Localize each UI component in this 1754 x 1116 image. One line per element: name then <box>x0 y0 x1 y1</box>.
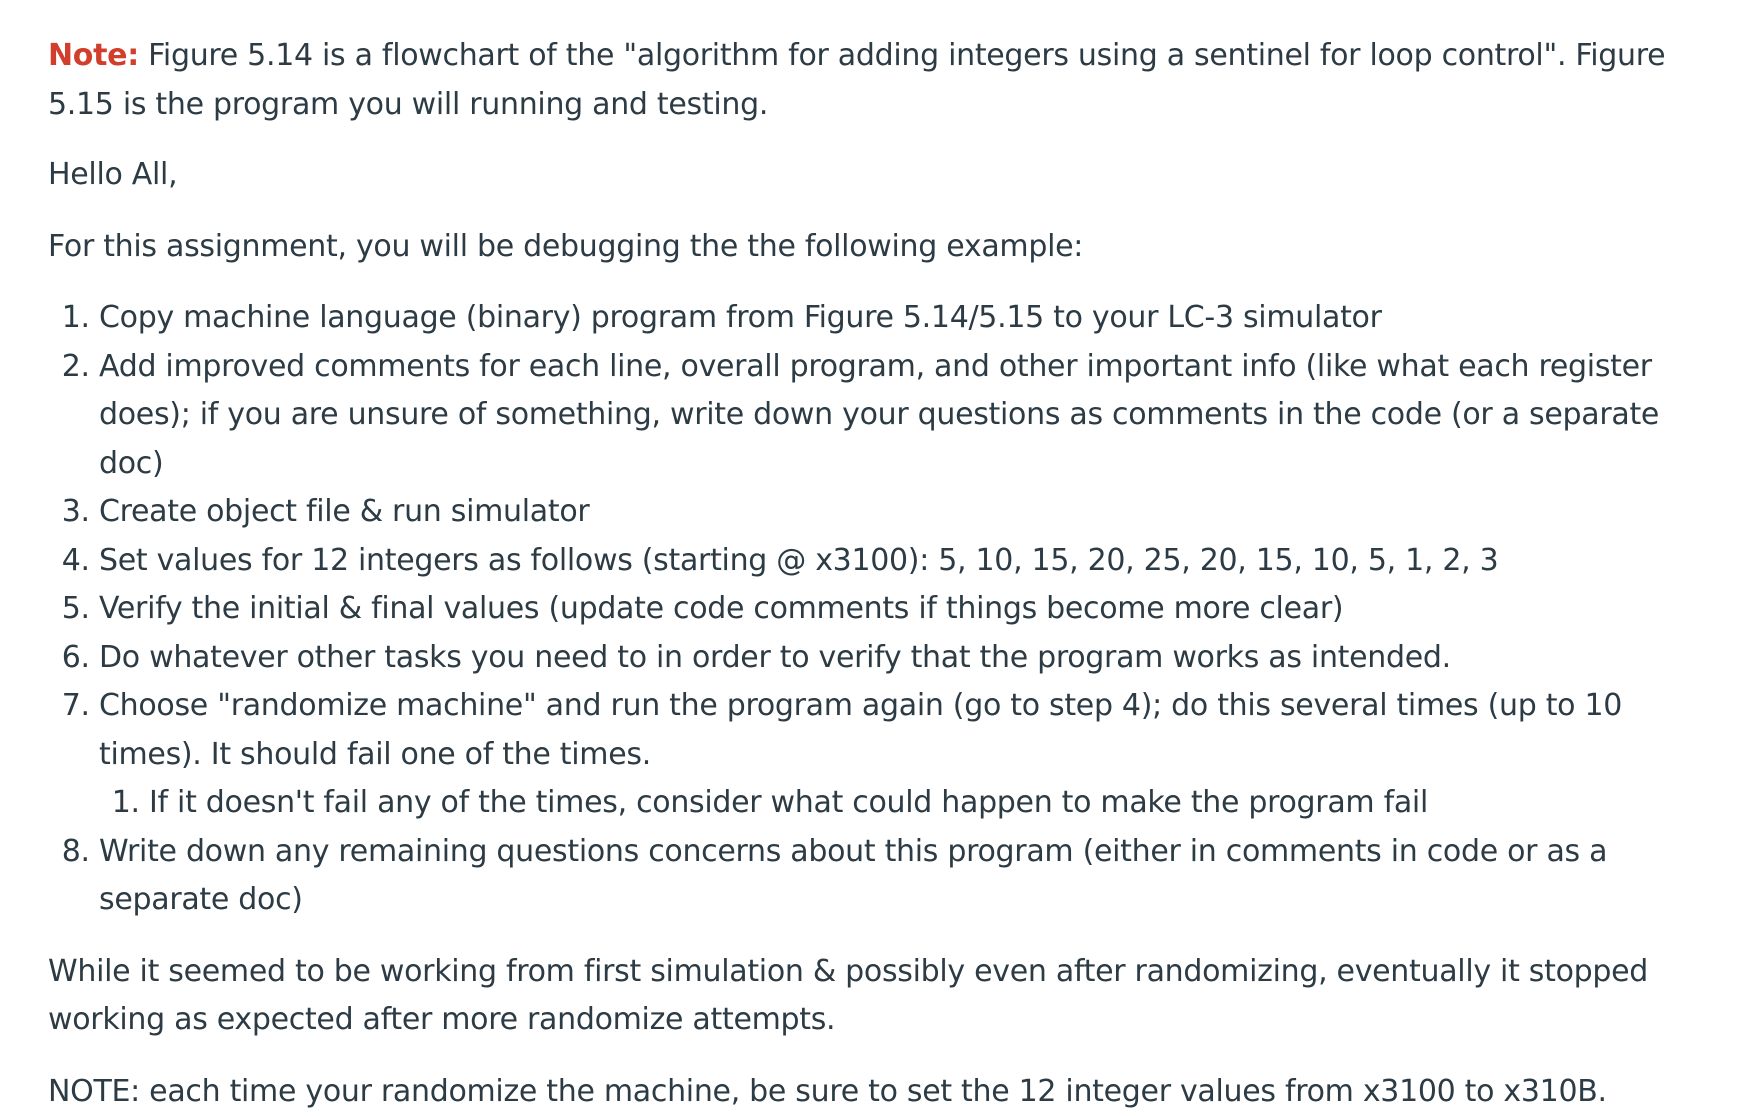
step-item-3 <box>99 488 1706 537</box>
step-item-5 <box>99 585 1706 634</box>
steps-list <box>48 294 1706 925</box>
step-text: Do whatever other tasks you need to in order to verify that the program works as intended. <box>99 640 1451 675</box>
step-text: Choose "randomize machine" and run the program again (go to step 4); do this several times (up to 10 times). It should fail one of the times. <box>99 688 1622 772</box>
step-7-substeps <box>99 779 1706 828</box>
note-text: Figure 5.14 is a flowchart of the "algorithm for adding integers using a sentinel for loop control". Figure 5.15 is the program you will running and testing. <box>48 38 1665 122</box>
step-text: Add improved comments for each line, overall program, and other important info (like what each register does); if you are unsure of something, write down your questions as comments in the code (or a separate doc) <box>99 349 1659 481</box>
step-item-6 <box>99 634 1706 683</box>
step-item-7 <box>99 682 1706 828</box>
final-note: NOTE: each time your randomize the machine, be sure to set the 12 integer values from x3100 to x310B. <box>48 1068 1706 1116</box>
step-item-4 <box>99 537 1706 586</box>
step-text: Copy machine language (binary) program from Figure 5.14/5.15 to your LC-3 simulator <box>99 300 1382 335</box>
step-item-8 <box>99 828 1706 925</box>
intro-paragraph: For this assignment, you will be debugging the the following example: <box>48 223 1706 272</box>
substep-text: If it doesn't fail any of the times, consider what could happen to make the program fail <box>149 785 1428 820</box>
closing-paragraph: While it seemed to be working from first simulation & possibly even after randomizing, eventually it stopped working as expected after more randomize attempts. <box>48 948 1706 1045</box>
step-text: Set values for 12 integers as follows (starting @ x3100): 5, 10, 15, 20, 25, 20, 15, 10, 5, 1, 2, 3 <box>99 543 1498 578</box>
note-label: Note: <box>48 38 139 73</box>
greeting: Hello All, <box>48 151 1706 200</box>
step-item-1 <box>99 294 1706 343</box>
substep-item-1 <box>149 779 1706 828</box>
note-paragraph <box>48 32 1706 129</box>
step-text: Create object file & run simulator <box>99 494 589 529</box>
step-text: Verify the initial & final values (update code comments if things become more clear) <box>99 591 1343 626</box>
step-item-2 <box>99 343 1706 489</box>
step-text: Write down any remaining questions concerns about this program (either in comments in code or as a separate doc) <box>99 834 1607 918</box>
